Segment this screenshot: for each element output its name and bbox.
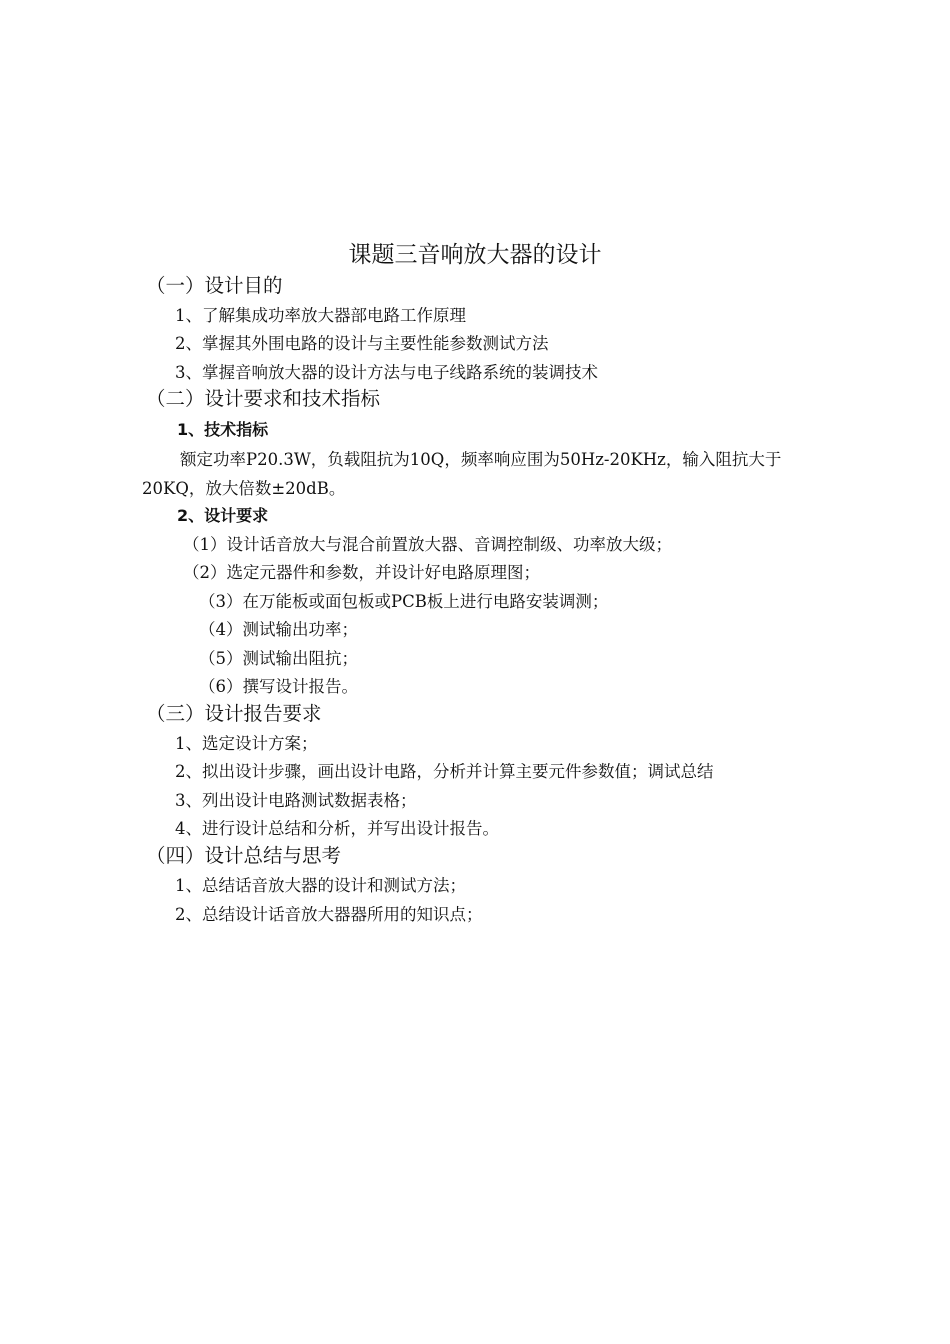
summary-item: 2、总结设计话音放大器器所用的知识点； [175, 905, 483, 924]
requirement-item: （3）在万能板或面包板或PCB板上进行电路安装调测； [199, 592, 609, 611]
report-item: 2、拟出设计步骤，画出设计电路，分析并计算主要元件参数值；调试总结 [175, 762, 714, 781]
section-heading-report: （三）设计报告要求 [146, 702, 322, 725]
summary-item: 1、总结话音放大器的设计和测试方法； [175, 876, 466, 895]
requirement-item: （6）撰写设计报告。 [199, 677, 358, 696]
section-heading-summary: （四）设计总结与思考 [146, 844, 342, 867]
subheading-requirements: 2、设计要求 [177, 506, 269, 525]
requirement-item: （2）选定元器件和参数，并设计好电路原理图； [183, 563, 540, 582]
subheading-specs: 1、技术指标 [177, 420, 269, 439]
objective-item: 3、掌握音响放大器的设计方法与电子线路系统的装调技术 [175, 363, 598, 382]
section-heading-objectives: （一）设计目的 [146, 274, 283, 297]
requirement-item: （1）设计话音放大与混合前置放大器、音调控制级、功率放大级； [183, 535, 672, 554]
spec-paragraph: 额定功率P20.3W，负载阻抗为10Q，频率响应围为50Hz-20KHz，输入阻抗大于20KQ，放大倍数±20dB。 [142, 450, 782, 498]
requirement-item: （5）测试输出阻抗； [199, 649, 358, 668]
document-title: 课题三音响放大器的设计 [348, 242, 602, 268]
report-item: 3、列出设计电路测试数据表格； [175, 791, 417, 810]
objective-item: 1、了解集成功率放大器部电路工作原理 [175, 306, 466, 325]
report-item: 1、选定设计方案； [175, 734, 318, 753]
section-heading-requirements: （二）设计要求和技术指标 [146, 387, 381, 410]
requirement-item: （4）测试输出功率； [199, 620, 358, 639]
report-item: 4、进行设计总结和分析，并写出设计报告。 [175, 819, 499, 838]
objective-item: 2、掌握其外围电路的设计与主要性能参数测试方法 [175, 334, 549, 353]
